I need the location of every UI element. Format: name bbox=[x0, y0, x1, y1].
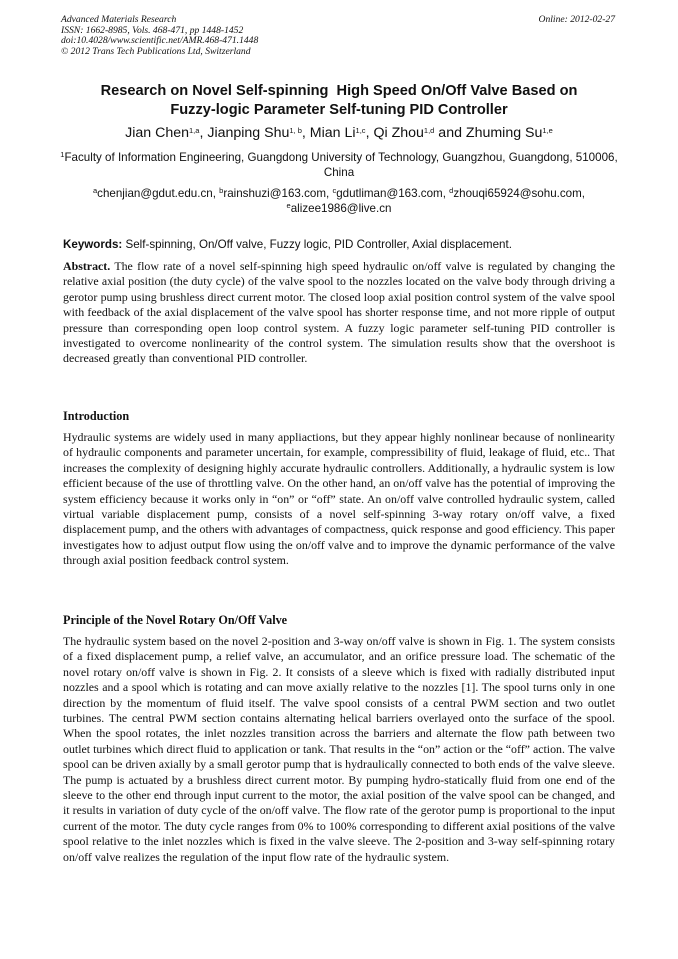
journal-copyright: © 2012 Trans Tech Publications Ltd, Switzerland bbox=[61, 45, 251, 57]
author-name: Zhuming Su bbox=[465, 125, 543, 141]
author-separator: , bbox=[365, 125, 374, 141]
email-address[interactable]: gdutliman@163.com bbox=[336, 187, 443, 200]
author-separator: , bbox=[301, 125, 310, 141]
author-affil-mark: 1,a bbox=[189, 126, 200, 135]
email-address[interactable]: alizee1986@live.cn bbox=[290, 202, 392, 216]
author-affil-mark: 1, b bbox=[289, 126, 302, 135]
title-line-2: Fuzzy-logic Parameter Self-tuning PID Controller bbox=[170, 102, 508, 118]
journal-doi[interactable]: doi:10.4028/www.scientific.net/AMR.468-471.1448 bbox=[61, 35, 259, 47]
journal-issn: ISSN: 1662-8985, Vols. 468-471, pp 1448-1452 bbox=[61, 24, 244, 36]
affiliation-text: Faculty of Information Engineering, Guangdong University of Technology, Guangzhou, Guangdong, 510006, China bbox=[64, 151, 618, 180]
abstract bbox=[63, 259, 615, 367]
paper-title bbox=[40, 82, 638, 120]
email-separator: , bbox=[212, 187, 220, 200]
email-address[interactable]: chenjian@gdut.edu.cn bbox=[97, 187, 213, 200]
email-mark: a bbox=[92, 186, 98, 195]
email-mark: b bbox=[219, 186, 224, 195]
abstract-label: Abstract. bbox=[63, 259, 111, 273]
keywords-label: Keywords: bbox=[63, 238, 123, 251]
introduction-text: Hydraulic systems are widely used in many appliactions, but they appear highly nonlinear because of nonlinearity of hydraulic components and parameter uncertain, for example, compressibility of fluid, leakage of fluid, etc.. That increases the complexity of designing highly accurate hydraulic controllers. Additionally, a hydraulic system is low efficient because of the use of throttling valve. On the other hand, an on/off valve has the potential of improving the system efficiency because it works only in “on” or “off” state. An on/off valve controlled hydraulic system, called virtual variable displacement pump, consists of a novel self-spinning 3-way rotary on/off valve, a fixed displacement pump, and the others with advantages of compactness, quick response and good efficiency. This paper investigates how to adjust output flow using the on/off valve and to improve the dynamic performance of the valve through axial position feedback control system. bbox=[63, 430, 615, 568]
email-address[interactable]: rainshuzi@163.com bbox=[223, 187, 326, 200]
author-affil-mark: 1,d bbox=[423, 126, 435, 135]
abstract-text: The flow rate of a novel self-spinning high speed hydraulic on/off valve is regulated by changing the relative axial position (the duty cycle) of the valve spool to the nozzles located on the valve body through driving a gerotor pump using brushless direct current motor. The closed loop axial position control system of the valve spool with feedback of the axial displacement of the valve spool has shorter response time, and not more ripple of output pressure than corresponding open loop control system. A fuzzy logic parameter self-tuning PID controller is investigated to overcome nonlinearity of the control system. The simulation results show that the overshoot is decreased greatly than conventional PID controller. bbox=[63, 259, 615, 366]
email-separator: , bbox=[442, 187, 450, 200]
author-name: Jian Chen bbox=[125, 125, 190, 141]
author-list bbox=[20, 124, 658, 142]
email-separator: , bbox=[325, 187, 333, 200]
journal-name: Advanced Materials Research bbox=[61, 14, 177, 25]
principle-heading: Principle of the Novel Rotary On/Off Valve bbox=[63, 613, 288, 627]
email-mark: c bbox=[332, 186, 337, 195]
author-name: Mian Li bbox=[309, 125, 356, 141]
author-name: Qi Zhou bbox=[373, 125, 424, 141]
affiliation bbox=[55, 150, 623, 181]
journal-info bbox=[61, 15, 258, 57]
email-address[interactable]: zhouqi65924@sohu.com bbox=[453, 187, 582, 200]
introduction-heading: Introduction bbox=[63, 409, 130, 423]
author-name: Jianping Shu bbox=[207, 125, 290, 141]
author-affil-mark: 1,e bbox=[542, 126, 553, 135]
email-mark: e bbox=[286, 201, 291, 211]
author-separator: , bbox=[199, 125, 208, 141]
author-affil-mark: 1,c bbox=[355, 126, 366, 135]
author-separator: and bbox=[434, 125, 466, 141]
email-separator: , bbox=[581, 187, 585, 200]
online-date: Online: 2012-02-27 bbox=[538, 14, 615, 25]
title-line-1: Research on Novel Self-spinning High Speed On/Off Valve Based on bbox=[100, 83, 578, 99]
email-list bbox=[50, 186, 628, 217]
affiliation-mark: 1 bbox=[60, 150, 65, 159]
keywords-text: Self-spinning, On/Off valve, Fuzzy logic, PID Controller, Axial displacement. bbox=[122, 238, 512, 251]
email-mark: d bbox=[449, 186, 454, 195]
keywords bbox=[63, 237, 619, 252]
principle-text: The hydraulic system based on the novel 2-position and 3-way on/off valve is shown in Fig. 1. The system consists of a fixed displacement pump, a relief valve, an accumulator, and an orifice pressure load. The schematic of the novel rotary on/off valve is shown in Fig. 2. It consists of a sleeve which is fixed with radially distributed input nozzles and a spool which is rotating and can move axially relative to the nozzles [1]. The spool turns only in one direction by the momentum of fluid itself. The valve spool consists of a central PWM section and two outlet turbines. The central PWM section contains alternating helical barriers overlayed onto the surface of the spool. When the spool rotates, the inlet nozzles transition across the barriers and alternate the flow path between two outlet turbines which direct fluid to application or tank. That results in the “on” action or the “off” action. The valve spool can be driven axially by a small gerotor pump that is hydraulically connected to both ends of the valve sleeve. The pump is actuated by a brushless direct current motor. By pumping hydro-statically fluid from one end of the sleeve to the other end through input current to the motor, the axial position of the valve spool can be changed, and it results in variation of duty cycle of the on/off valve. The flow rate of the gerotor pump is proportional to the input current of the motor. The duty cycle ranges from 0% to 100% corresponding to different axial positions of the valve spool relative to the inlet nozzles which is fixed in the valve sleeve. The 2-position and 3-way self-spinning rotary on/off valve realizes the regulation of the input flow rate of the hydraulic system. bbox=[63, 634, 615, 864]
